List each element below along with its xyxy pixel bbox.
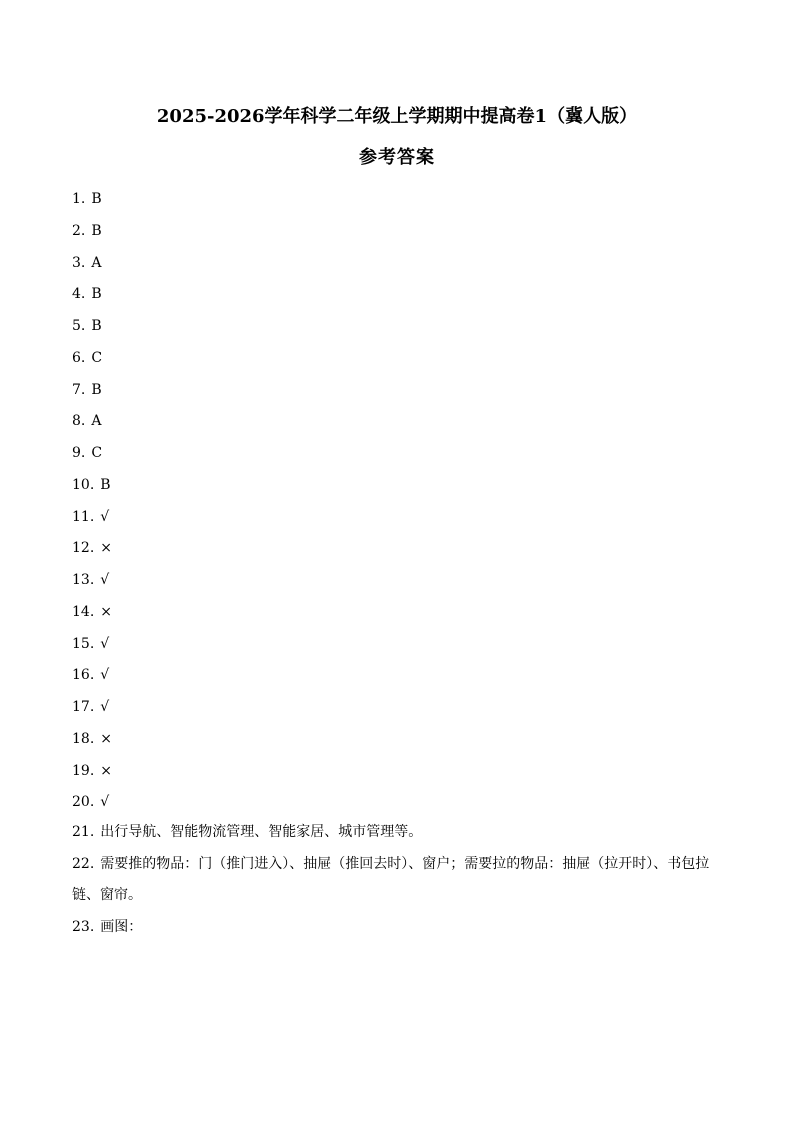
answer-item: [72, 692, 722, 724]
answer-value: B: [91, 381, 102, 398]
answer-value: ×: [100, 762, 112, 779]
answer-value: √: [100, 572, 110, 588]
answer-item: [72, 375, 722, 407]
long-answer-list: [72, 817, 722, 943]
answer-value: A: [91, 254, 102, 271]
answer-number: 3.: [72, 254, 86, 271]
answer-item: [72, 311, 722, 343]
answer-number: 15.: [72, 635, 95, 652]
answer-item: [72, 756, 722, 788]
answer-item: [72, 660, 722, 692]
document-title: 2025-2026学年科学二年级上学期期中提高卷1（冀人版）: [156, 106, 638, 127]
answer-list: [72, 184, 722, 819]
long-answer-item: [72, 817, 722, 849]
answer-number: 18.: [72, 730, 95, 747]
answer-item: [72, 502, 722, 534]
answer-number: 9.: [72, 445, 86, 461]
answer-number: 1.: [72, 191, 86, 207]
answer-number: 19.: [72, 762, 95, 779]
answer-value: ×: [100, 540, 112, 557]
document-subtitle: 参考答案: [359, 147, 435, 168]
answer-number: 7.: [72, 381, 86, 398]
answer-value: √: [100, 508, 110, 525]
answer-item: [72, 787, 722, 819]
answer-item: [72, 184, 722, 216]
answer-value: B: [91, 286, 102, 303]
answer-value: B: [91, 222, 102, 239]
answer-number: 8.: [72, 413, 86, 430]
answer-value: √: [100, 667, 110, 684]
answer-number: 12.: [72, 540, 95, 557]
answer-item: [72, 406, 722, 438]
answer-number: 13.: [72, 572, 95, 588]
answer-item: [72, 438, 722, 470]
answer-number: 10.: [72, 476, 95, 493]
answer-item: [72, 629, 722, 661]
answer-number: 21.: [72, 824, 95, 840]
answer-value: ×: [100, 603, 112, 620]
long-answer-item: [72, 912, 722, 944]
answer-item: [72, 565, 722, 597]
answer-value: √: [100, 699, 110, 715]
answer-number: 14.: [72, 603, 95, 620]
answer-item: [72, 724, 722, 756]
answer-value: A: [91, 413, 102, 430]
answer-item: [72, 597, 722, 629]
answer-value: B: [100, 476, 111, 493]
answer-number: 4.: [72, 286, 86, 303]
answer-number: 23.: [72, 918, 95, 935]
answer-value: C: [91, 445, 103, 461]
answer-item: [72, 533, 722, 565]
answer-value: ×: [100, 730, 112, 747]
answer-item: [72, 343, 722, 375]
answer-value: 需要推的物品：门（推门进入）、抽屉（推回去时）、窗户；需要拉的物品：抽屉（拉开时）、书包拉链、窗帘。: [72, 855, 710, 903]
answer-number: 20.: [72, 794, 95, 811]
answer-value: √: [100, 635, 110, 652]
answer-value: B: [91, 318, 102, 334]
answer-number: 2.: [72, 222, 86, 239]
answer-item: [72, 470, 722, 502]
answer-item: [72, 279, 722, 311]
answer-value: B: [91, 191, 102, 207]
answer-item: [72, 248, 722, 280]
answer-item: [72, 216, 722, 248]
answer-value: 画图：: [100, 918, 143, 935]
long-answer-item: [72, 849, 722, 912]
answer-number: 6.: [72, 349, 86, 366]
answer-value: C: [91, 349, 103, 366]
answer-number: 22.: [72, 855, 95, 872]
answer-number: 17.: [72, 699, 95, 715]
answer-value: 出行导航、智能物流管理、智能家居、城市管理等。: [100, 824, 423, 840]
answer-number: 11.: [72, 508, 95, 525]
answer-value: √: [100, 794, 110, 811]
answer-number: 5.: [72, 318, 86, 334]
answer-number: 16.: [72, 667, 95, 684]
